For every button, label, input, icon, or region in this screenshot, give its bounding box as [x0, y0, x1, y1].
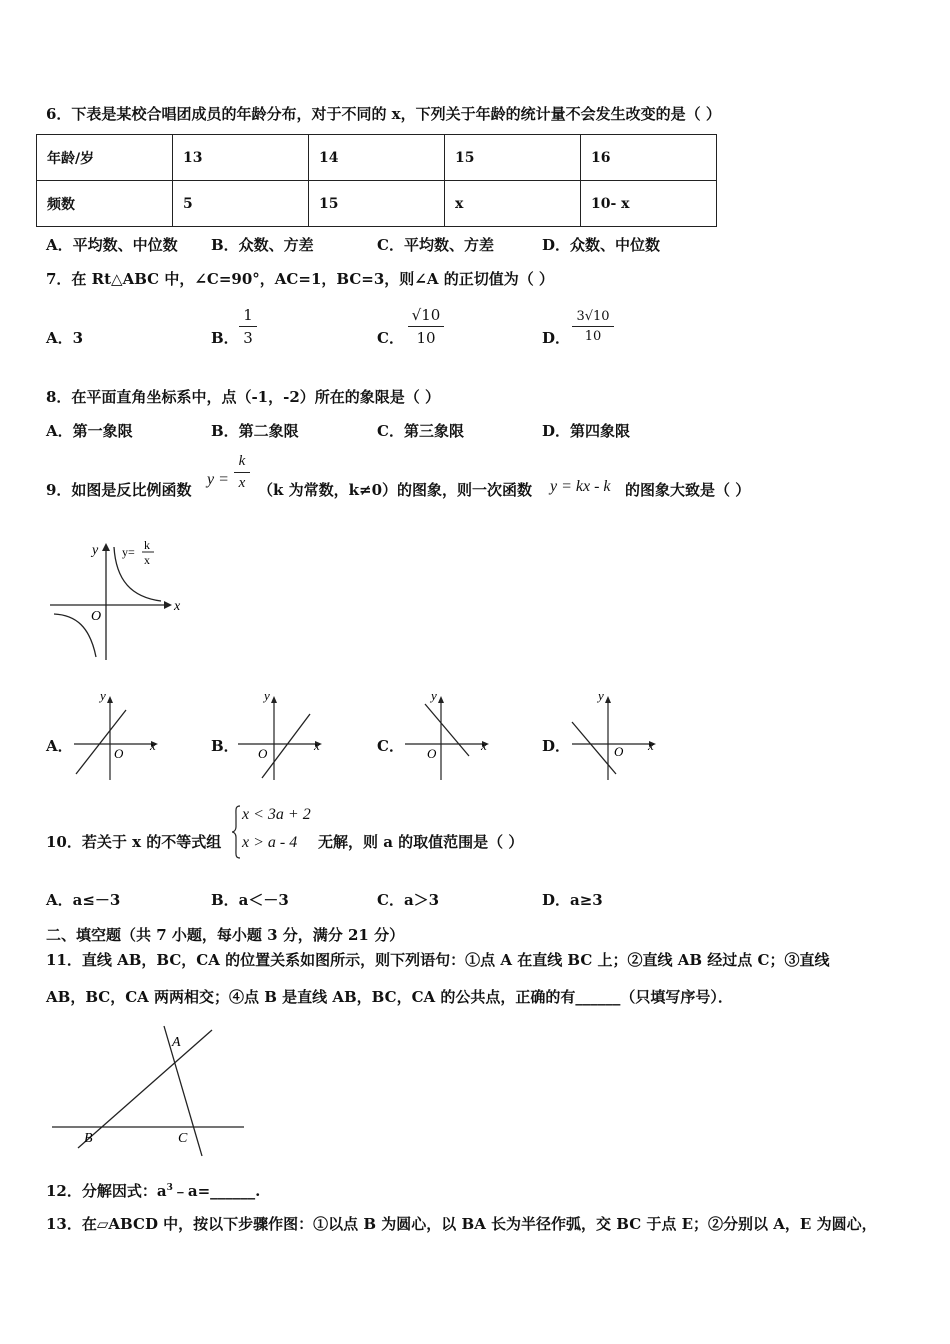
q8-option-a: A．第一象限	[46, 422, 133, 440]
axis-label-x: x	[481, 738, 487, 753]
age-frequency-table	[36, 134, 717, 227]
origin-label: O	[614, 744, 624, 759]
table-cell: 10- x	[581, 181, 717, 227]
q7-option-c-label: C．	[377, 329, 404, 347]
q9-option-c-label: C．	[377, 737, 404, 755]
axis-label-y: y	[100, 688, 106, 703]
fraction-denominator: x	[238, 475, 246, 491]
q10-option-c: C．a＞3	[377, 891, 440, 909]
table-cell: 15	[309, 181, 445, 227]
axis-label-y: y	[431, 688, 437, 703]
q6-option-d: D．众数、中位数	[542, 236, 661, 254]
q6-option-b: B．众数、方差	[211, 236, 314, 254]
curve-label-k: k	[144, 538, 150, 552]
q9-stem-c: 的图象大致是（ ）	[625, 481, 751, 499]
table-cell: 15	[445, 135, 581, 181]
table-cell: 频数	[37, 181, 173, 227]
origin-label: O	[258, 746, 268, 761]
q7-option-c-fraction	[408, 306, 444, 347]
y-axis-arrow	[271, 696, 277, 703]
q12-post: ﹣a=______.	[172, 1182, 261, 1200]
q7-option-d-label: D．	[542, 329, 571, 347]
q8-stem: 8．在平面直角坐标系中，点（-1，-2）所在的象限是（ ）	[46, 388, 440, 406]
curve-label-y: y=	[122, 545, 135, 559]
axis-label-y: y	[598, 688, 604, 703]
q10-stem-b: 无解，则 a 的取值范围是（ ）	[318, 833, 524, 851]
fraction-numerator: 3√10	[572, 309, 614, 327]
table-cell: 14	[309, 135, 445, 181]
q8-option-d: D．第四象限	[542, 422, 631, 440]
axis-label-x: x	[648, 738, 654, 753]
inverse-function-graph	[46, 535, 186, 665]
q10-option-a: A．a≤－3	[46, 891, 121, 909]
origin-label: O	[427, 746, 437, 761]
q10-stem-a: 10．若关于 x 的不等式组	[46, 833, 222, 851]
q7-option-b-fraction	[239, 306, 257, 347]
q12-pre: 12．分解因式：a	[46, 1182, 167, 1200]
q10-inequality-1: x < 3a + 2	[242, 806, 311, 823]
q7-option-a	[46, 327, 83, 348]
q9-func1-fraction	[234, 453, 250, 492]
y-axis-arrow	[438, 696, 444, 703]
q9-stem-a: 9．如图是反比例函数	[46, 481, 192, 499]
q9-option-a-graph	[72, 690, 164, 782]
q11-line-1: 11．直线 AB，BC，CA 的位置关系如图所示，则下列语句：①点 A 在直线 BC 上；②直线 AB 经过点 C；③直线	[46, 951, 830, 969]
x-axis-arrow	[164, 601, 172, 609]
axis-label-x: x	[174, 599, 181, 614]
y-axis-arrow	[605, 696, 611, 703]
table-row	[37, 135, 717, 181]
q9-option-d-label: D．	[542, 737, 571, 755]
q10-inequality-2: x > a - 4	[242, 834, 298, 851]
lines-diagram	[50, 1024, 246, 1158]
q9-option-c-graph	[403, 690, 495, 782]
option-value: 3	[72, 329, 84, 347]
q10-option-d: D．a≥3	[542, 891, 603, 909]
system-brace	[230, 804, 242, 860]
point-label-a: A	[172, 1035, 181, 1050]
q8-option-c: C．第三象限	[377, 422, 464, 440]
fraction-denominator: 10	[584, 329, 602, 344]
fraction-numerator: 1	[239, 306, 257, 327]
line-ab	[78, 1030, 212, 1148]
q9-func1-lhs: y =	[207, 471, 229, 488]
section-2-heading: 二、填空题（共 7 小题，每小题 3 分，满分 21 分）	[46, 926, 405, 944]
option-label: A．	[46, 329, 73, 347]
table-row	[37, 181, 717, 227]
q9-option-a-label: A．	[46, 737, 73, 755]
fraction-numerator: k	[234, 453, 250, 473]
q7-stem: 7．在 Rt△ABC 中，∠C=90°，AC=1，BC=3，则∠A 的正切值为（ ）	[46, 270, 554, 288]
q12-line	[46, 1180, 260, 1201]
function-line	[572, 722, 616, 774]
q6-option-c: C．平均数、方差	[377, 236, 494, 254]
q7-option-d-fraction	[572, 309, 614, 344]
q10-option-b: B．a＜－3	[211, 891, 289, 909]
q9-option-b-label: B．	[211, 737, 239, 755]
q9-stem-b: （k 为常数，k≠0）的图象，则一次函数	[258, 481, 533, 499]
function-line	[76, 710, 126, 774]
brace-path	[232, 806, 240, 858]
fraction-denominator: 10	[416, 329, 436, 347]
point-label-b: B	[84, 1131, 93, 1146]
point-label-c: C	[178, 1131, 188, 1146]
y-axis-arrow	[102, 543, 110, 551]
table-cell: 13	[173, 135, 309, 181]
q12-exponent: 3	[166, 1183, 173, 1193]
q6-stem: 6．下表是某校合唱团成员的年龄分布，对于不同的 x，下列关于年龄的统计量不会发生改变的是（ ）	[46, 105, 721, 123]
table-cell: 16	[581, 135, 717, 181]
q9-func2: y = kx - k	[550, 478, 611, 495]
origin-label: O	[114, 746, 124, 761]
q11-line-2: AB，BC，CA 两两相交；④点 B 是直线 AB，BC，CA 的公共点，正确的有______（只填写序号）．	[46, 988, 733, 1006]
axis-label-y: y	[264, 688, 270, 703]
q13-line: 13．在▱ABCD 中，按以下步骤作图：①以点 B 为圆心，以 BA 长为半径作弧，交 BC 于点 E；②分别以 A，E 为圆心，	[46, 1215, 877, 1233]
axis-label-x: x	[314, 738, 320, 753]
table-cell: 年龄/岁	[37, 135, 173, 181]
axis-label-y: y	[92, 543, 99, 558]
y-axis-arrow	[107, 696, 113, 703]
q6-option-a: A．平均数、中位数	[46, 236, 178, 254]
table-cell: 5	[173, 181, 309, 227]
curve-label-x: x	[144, 553, 150, 567]
axis-label-x: x	[150, 738, 156, 753]
function-line	[262, 714, 310, 778]
fraction-numerator: √10	[408, 306, 444, 327]
fraction-denominator: 3	[243, 329, 253, 347]
q7-option-b-label: B．	[211, 329, 239, 347]
table-cell: x	[445, 181, 581, 227]
origin-label: O	[91, 609, 102, 624]
q9-option-b-graph	[236, 690, 328, 782]
curve-third-quadrant	[54, 614, 96, 657]
q9-option-d-graph	[570, 690, 662, 782]
q8-option-b: B．第二象限	[211, 422, 299, 440]
